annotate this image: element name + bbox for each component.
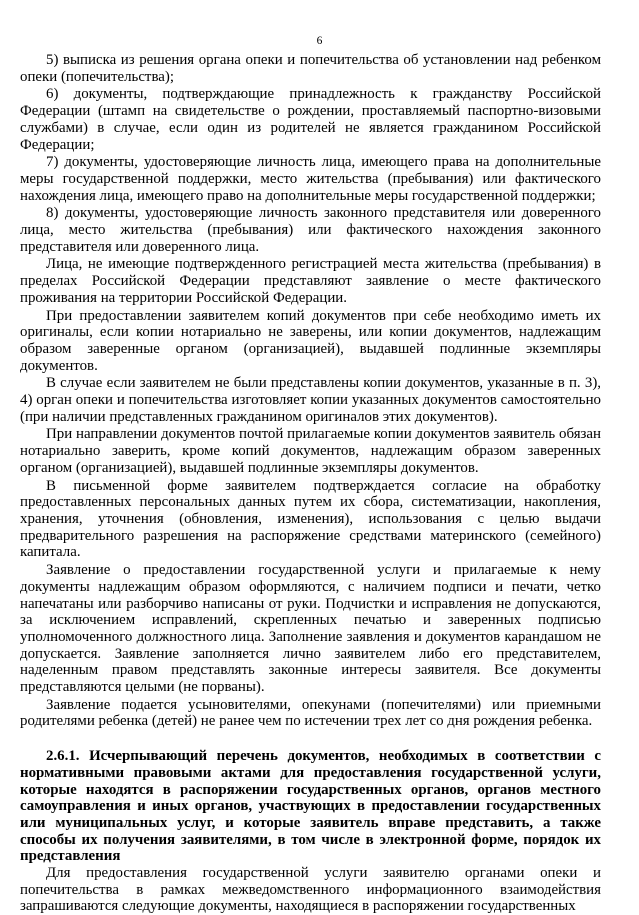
paragraph-item-7: 7) документы, удостоверяющие личность лица, имеющего права на дополнительные меры государственной поддержки, место жительства (пребывания) или фактического нахождения лица, имеющего право на дополнительные меры государственной поддержки; [20, 154, 601, 204]
paragraph-copies-by-authority: В случае если заявителем не были представлены копии документов, указанные в п. 3), 4) орган опеки и попечительства изготовляет копии указанных документов самостоятельно (при наличии представленных гражданином оригиналов этих документов). [20, 375, 601, 425]
paragraph-application-requirements: Заявление о предоставлении государственной услуги и прилагаемые к нему документы надлежащим образом оформляются, с наличием подписи и печати, четко напечатаны или разборчиво написаны от руки. Подчистки и исправления не допускаются, за исключением исправлений, скрепленных печатью и заверенных подписью уполномоченного должностного лица. Заполнение заявления и документов карандашом не допускается. Заявление заполняется лично заявителем либо его представителем, наделенным правом представлять законные интересы заявителя. Все документы представляются целыми (не порваны). [20, 562, 601, 696]
page-number: 6 [316, 35, 323, 47]
section-heading-2-6-1: 2.6.1. Исчерпывающий перечень документов, необходимых в соответствии с нормативными правовыми актами для предоставления государственной услуги, которые находятся в распоряжении государственных органов, органов местного самоуправления и иных органов, участвующих в предоставлении государственных или муниципальных услуг, и которые заявитель вправе представить, а также способы их получения заявителями, в том числе в электронной форме, порядок их представления [20, 748, 601, 865]
paragraph-copies-originals: При предоставлении заявителем копий документов при себе необходимо иметь их оригиналы, если копии нотариально не заверены, или копии документов, надлежащим образом заверенные органом (организацией), выдавшей подлинные экземпляры документов. [20, 307, 601, 374]
paragraph-personal-data-consent: В письменной форме заявителем подтверждается согласие на обработку предоставленных персональных данных путем их сбора, систематизации, накопления, хранения, уточнения (обновления, изменения), использования с целью выдачи предварительного разрешения на распоряжение средствами материнского (семейного) капитала. [20, 477, 601, 561]
paragraph-item-6: 6) документы, подтверждающие принадлежность к гражданству Российской Федерации (штамп на свидетельстве о рождении, проставляемый паспортно-визовыми службами) в случае, если один из родителей не является гражданином Российской Федерации; [20, 86, 601, 153]
paragraph-item-8: 8) документы, удостоверяющие личность законного представителя или доверенного лица, место жительства (пребывания) или фактического нахождения законного представителя или доверенного лица. [20, 205, 601, 255]
paragraph-submission-timing: Заявление подается усыновителями, опекунами (попечителями) или приемными родителями ребенка (детей) не ранее чем по истечении трех лет со дня рождения ребенка. [20, 696, 601, 730]
document-body [20, 52, 601, 915]
section-body-paragraph: Для предоставления государственной услуги заявителю органами опеки и попечительства в рамках межведомственного информационного взаимодействия запрашиваются следующие документы, находящиеся в распоряжении государственных [20, 865, 601, 915]
paragraph-mail-submission: При направлении документов почтой прилагаемые копии документов заявитель обязан нотариально заверить, кроме копий документов, надлежащим образом заверенных органом (организацией), выдавшей подлинные экземпляры документов. [20, 426, 601, 476]
paragraph-item-5: 5) выписка из решения органа опеки и попечительства об установлении над ребенком опеки (попечительства); [20, 52, 601, 85]
paragraph-no-registration: Лица, не имеющие подтвержденного регистрацией места жительства (пребывания) в пределах Российской Федерации представляют заявление о месте фактического проживания на территории Российской Федерации. [20, 256, 601, 306]
